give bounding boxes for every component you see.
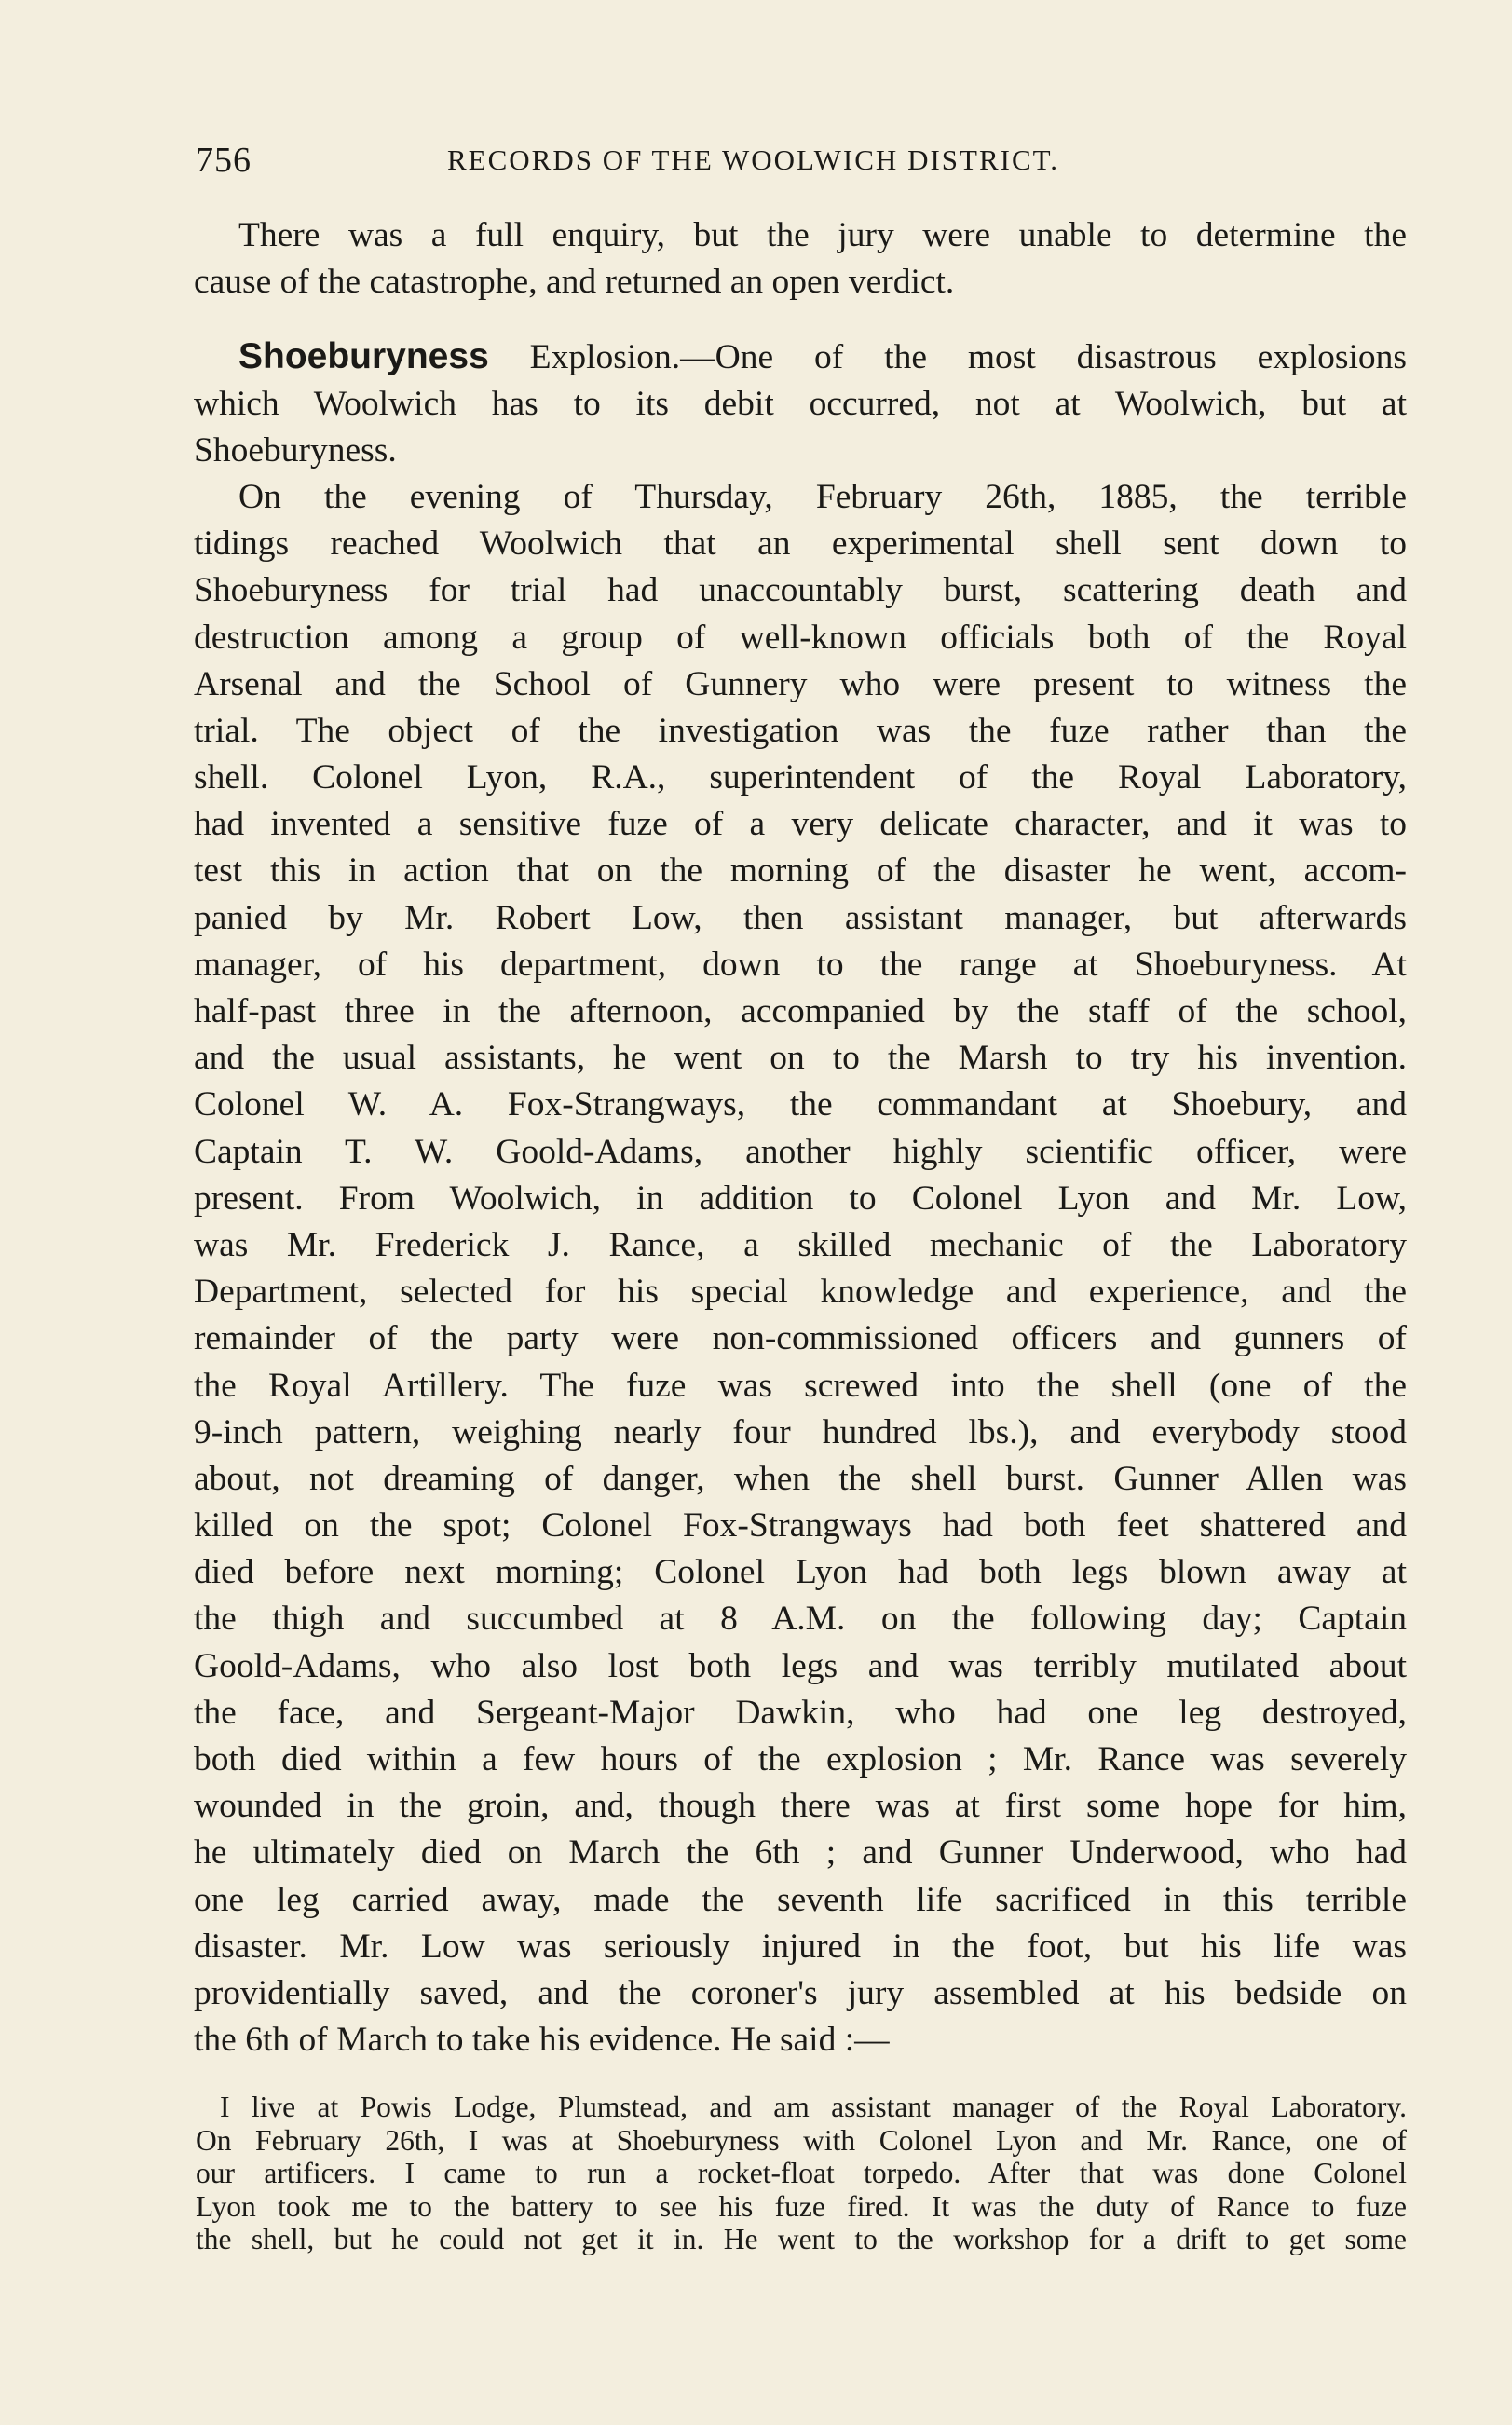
- text-line: destruction among a group of well-known officials both of the Royal: [194, 618, 1407, 657]
- text-line: the Royal Artillery. The fuze was screwed into the shell (one of the: [194, 1366, 1407, 1405]
- running-title: RECORDS OF THE WOOLWICH DISTRICT.: [447, 143, 1060, 176]
- text-line: Goold-Adams, who also lost both legs and was terribly mutilated about: [194, 1646, 1407, 1685]
- quote-line: Lyon took me to the battery to see his fuze fired. It was the duty of Rance to fuze: [196, 2189, 1407, 2223]
- text-line: was Mr. Frederick J. Rance, a skilled mechanic of the Laboratory: [194, 1225, 1407, 1264]
- main-text: [194, 212, 1407, 2064]
- section-heading: Shoeburyness: [238, 336, 489, 377]
- text-line: cause of the catastrophe, and returned an open verdict.: [194, 263, 955, 302]
- text-line: about, not dreaming of danger, when the shell burst. Gunner Allen was: [194, 1459, 1407, 1498]
- text-line: manager, of his department, down to the range at Shoeburyness. At: [194, 945, 1407, 984]
- section-heading-line: [194, 334, 1407, 380]
- paragraph-gap: [194, 306, 1407, 334]
- text-line: Arsenal and the School of Gunnery who were present to witness the: [194, 664, 1407, 703]
- text-line: There was a full enquiry, but the jury were unable to determine the: [238, 216, 1407, 254]
- text-line: wounded in the groin, and, though there was at first some hope for him,: [194, 1787, 1407, 1826]
- text-line: and the usual assistants, he went on to the Marsh to try his invention.: [194, 1039, 1407, 1078]
- text-line: he ultimately died on March the 6th ; and Gunner Underwood, who had: [194, 1833, 1407, 1873]
- text-line: killed on the spot; Colonel Fox-Strangways had both feet shattered and: [194, 1506, 1407, 1546]
- text-run: Explosion.—One of the most disastrous explosions: [529, 338, 1408, 377]
- text-line: present. From Woolwich, in addition to Colonel Lyon and Mr. Low,: [194, 1178, 1407, 1218]
- text-line: the 6th of March to take his evidence. He said :—: [194, 2021, 890, 2060]
- text-line: On the evening of Thursday, February 26th, 1885, the terrible: [238, 477, 1407, 516]
- text-line: Shoeburyness.: [194, 430, 397, 470]
- quote-line: I live at Powis Lodge, Plumstead, and am assistant manager of the Royal Laboratory.: [220, 2091, 1407, 2123]
- text-line: test this in action that on the morning of the disaster he went, accom-: [194, 851, 1407, 891]
- page-number: 756: [196, 141, 252, 180]
- text-line: had invented a sensitive fuze of a very delicate character, and it was to: [194, 805, 1407, 844]
- text-line: shell. Colonel Lyon, R.A., superintendent of the Royal Laboratory,: [194, 758, 1407, 797]
- text-line: which Woolwich has to its debit occurred, not at Woolwich, but at: [194, 384, 1407, 423]
- text-line: providentially saved, and the coroner's jury assembled at his bedside on: [194, 1973, 1407, 2012]
- quoted-evidence: [196, 2091, 1407, 2256]
- text-line: the thigh and succumbed at 8 A.M. on the following day; Captain: [194, 1600, 1407, 1639]
- quote-line: On February 26th, I was at Shoeburyness with Colonel Lyon and Mr. Rance, one of: [196, 2123, 1407, 2157]
- text-line: Captain T. W. Goold-Adams, another highly scientific officer, were: [194, 1132, 1407, 1171]
- text-line: Colonel W. A. Fox-Strangways, the commandant at Shoebury, and: [194, 1085, 1407, 1124]
- quote-line: our artificers. I came to run a rocket-float torpedo. After that was done Colonel: [196, 2157, 1407, 2189]
- text-line: Department, selected for his special knowledge and experience, and the: [194, 1273, 1407, 1312]
- text-line: both died within a few hours of the explosion ; Mr. Rance was severely: [194, 1740, 1407, 1778]
- text-line: panied by Mr. Robert Low, then assistant manager, but afterwards: [194, 898, 1407, 937]
- page-header: [196, 140, 1407, 181]
- text-line: remainder of the party were non-commissioned officers and gunners of: [194, 1319, 1407, 1358]
- text-line: 9-inch pattern, weighing nearly four hundred lbs.), and everybody stood: [194, 1412, 1407, 1451]
- text-line: died before next morning; Colonel Lyon had both legs blown away at: [194, 1553, 1407, 1592]
- text-line: one leg carried away, made the seventh life sacrificed in this terrible: [194, 1880, 1407, 1919]
- text-line: trial. The object of the investigation was the fuze rather than the: [194, 711, 1407, 750]
- quote-line: the shell, but he could not get it in. He went to the workshop for a drift to get some: [196, 2223, 1407, 2255]
- text-line: the face, and Sergeant-Major Dawkin, who had one leg destroyed,: [194, 1693, 1407, 1732]
- text-line: Shoeburyness for trial had unaccountably burst, scattering death and: [194, 571, 1407, 610]
- text-line: half-past three in the afternoon, accompanied by the staff of the school,: [194, 992, 1407, 1030]
- text-line: disaster. Mr. Low was seriously injured in the foot, but his life was: [194, 1927, 1407, 1966]
- text-line: tidings reached Woolwich that an experimental shell sent down to: [194, 525, 1407, 564]
